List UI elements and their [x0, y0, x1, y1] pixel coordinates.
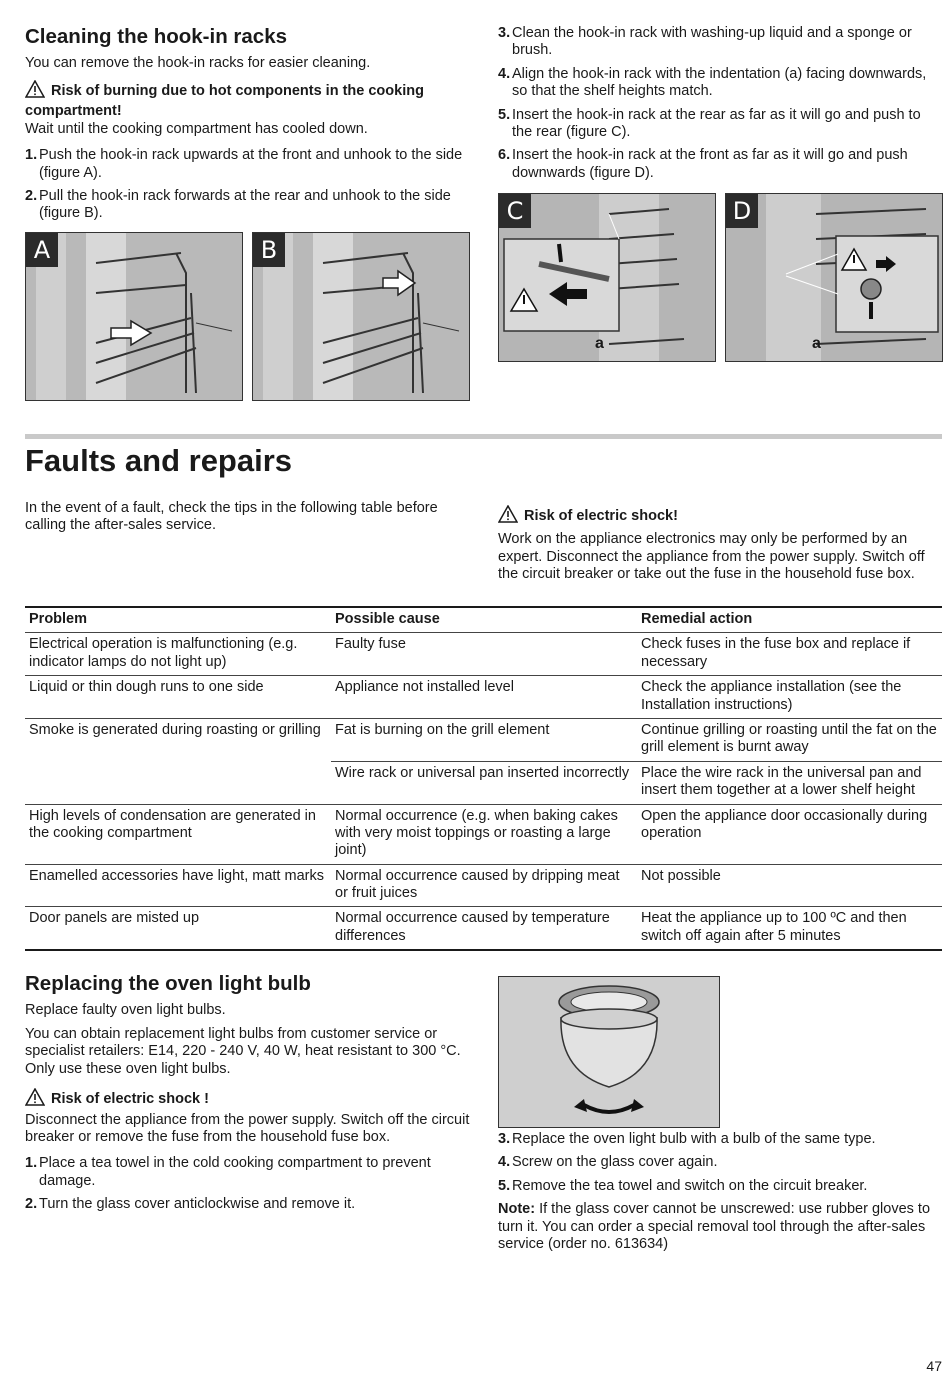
cell-cause: Wire rack or universal pan inserted incorrectly	[331, 761, 637, 804]
warning-triangle-icon	[498, 505, 518, 528]
warning-triangle-icon	[25, 1088, 45, 1111]
bulb-steps-right	[498, 1131, 942, 1195]
bulb-figure	[498, 976, 720, 1128]
header-problem: Problem	[25, 607, 331, 633]
cell-action: Check the appliance installation (see the Installation instructions)	[637, 676, 942, 719]
cell-cause: Normal occurrence (e.g. when baking cakes with very moist toppings or roasting a large joint)	[331, 804, 637, 864]
figure-letter: D	[726, 194, 758, 228]
hookin-title: Cleaning the hook-in racks	[25, 25, 287, 48]
bulb-warning-text: Disconnect the appliance from the power supply. Switch off the circuit breaker or remove the fuse from the household fuse box.	[25, 1111, 470, 1145]
rack-illustration-c	[499, 194, 715, 361]
cell-problem: Door panels are misted up	[25, 907, 331, 950]
rack-illustration-a	[26, 233, 242, 400]
cell-cause: Normal occurrence caused by temperature differences	[331, 907, 637, 950]
table-header-row	[25, 607, 942, 633]
bulb-warning	[25, 1088, 475, 1146]
list-item: 3. Replace the oven light bulb with a bulb of the same type.	[498, 1131, 876, 1147]
hookin-section-right	[498, 25, 942, 188]
cell-cause: Normal occurrence caused by dripping meat or fruit juices	[331, 864, 637, 907]
cell-action: Open the appliance door occasionally during operation	[637, 804, 942, 864]
list-item: 4. Screw on the glass cover again.	[498, 1154, 718, 1171]
table-row	[25, 907, 942, 950]
table-row	[25, 804, 942, 864]
bulb-title: Replacing the oven light bulb	[25, 972, 311, 995]
table-row	[25, 676, 942, 719]
note-label: Note:	[498, 1201, 536, 1218]
list-item: 5. Insert the hook-in rack at the rear as far as it will go and push to the rear (figure C).	[498, 106, 921, 140]
faults-warning-text: Work on the appliance electronics may only be performed by an expert. Disconnect the appliance from the power supply. Switch off the circuit breaker or take out the fuse in the household fuse box.	[498, 531, 925, 583]
cell-action: Check fuses in the fuse box and replace if necessary	[637, 633, 942, 676]
cell-problem: Liquid or thin dough runs to one side	[25, 676, 331, 719]
indentation-label: a	[595, 335, 604, 352]
section-divider	[25, 434, 942, 439]
list-item: 2. Pull the hook-in rack forwards at the rear and unhook to the side (figure B).	[25, 187, 451, 222]
hookin-warning-title: Risk of burning due to hot components in the cooking compartment!	[25, 82, 424, 120]
faults-table	[25, 606, 942, 951]
list-item: 1. Push the hook-in rack upwards at the front and unhook to the side (figure A).	[25, 147, 463, 181]
cell-cause: Appliance not installed level	[331, 676, 637, 719]
bulb-intro: Replace faulty oven light bulbs.	[25, 1001, 226, 1018]
cell-action: Not possible	[637, 864, 942, 907]
cell-action: Continue grilling or roasting until the fat on the grill element is burnt away	[637, 718, 942, 761]
rack-illustration-d	[726, 194, 942, 361]
hookin-steps-left	[25, 147, 475, 223]
page-number: 47	[926, 1358, 942, 1374]
faults-intro: In the event of a fault, check the tips in the following table before calling the after-sales service.	[25, 500, 438, 534]
bulb-warning-title: Risk of electric shock !	[51, 1091, 209, 1108]
bulb-section-left	[25, 972, 475, 1220]
figure-letter: B	[253, 233, 285, 267]
note-text: If the glass cover cannot be unscrewed: use rubber gloves to turn it. You can order a special removal tool through the after-sales service (order no. 613634)	[498, 1201, 931, 1252]
bulb-section-right	[498, 1131, 942, 1253]
faults-warning	[498, 505, 942, 584]
list-item: 4. Align the hook-in rack with the indentation (a) facing downwards, so that the shelf heights match.	[498, 65, 927, 100]
hookin-steps-right	[498, 25, 942, 182]
cell-problem: Smoke is generated during roasting or grilling	[25, 718, 331, 804]
list-item: 3. Clean the hook-in rack with washing-up liquid and a sponge or brush.	[498, 25, 912, 59]
figure-b	[252, 232, 470, 401]
warning-triangle-icon	[25, 80, 45, 103]
figure-a	[25, 232, 243, 401]
header-action: Remedial action	[637, 607, 942, 633]
cell-action: Place the wire rack in the universal pan and insert them together at a lower shelf height	[637, 761, 942, 804]
figure-d	[725, 193, 943, 362]
header-cause: Possible cause	[331, 607, 637, 633]
table-row	[25, 864, 942, 907]
hookin-warning-text: Wait until the cooking compartment has cooled down.	[25, 120, 368, 137]
table-row	[25, 718, 942, 761]
figure-letter: A	[26, 233, 58, 267]
cell-cause: Faulty fuse	[331, 633, 637, 676]
figure-c	[498, 193, 716, 362]
faults-title: Faults and repairs	[25, 443, 293, 478]
hookin-section-left	[25, 25, 475, 229]
hookin-warning	[25, 80, 475, 138]
list-item: 6. Insert the hook-in rack at the front as far as it will go and push downwards (figure D).	[498, 147, 908, 181]
cell-problem: Enamelled accessories have light, matt marks	[25, 864, 331, 907]
bulb-note	[498, 1201, 942, 1253]
cell-problem: High levels of condensation are generated in the cooking compartment	[25, 804, 331, 864]
list-item: 1. Place a tea towel in the cold cooking compartment to prevent damage.	[25, 1155, 431, 1189]
indentation-label: a	[812, 335, 821, 352]
hookin-intro: You can remove the hook-in racks for easier cleaning.	[25, 54, 371, 71]
bulb-info: You can obtain replacement light bulbs from customer service or specialist retailers: E14, 220 - 240 V, 40 W, heat resistant to 300 °C. Only use these oven light bulbs.	[25, 1025, 461, 1077]
faults-warning-title: Risk of electric shock!	[524, 508, 678, 524]
figure-letter: C	[499, 194, 531, 228]
rack-illustration-b	[253, 233, 469, 400]
list-item: 2. Turn the glass cover anticlockwise and remove it.	[25, 1196, 356, 1213]
cell-problem: Electrical operation is malfunctioning (e.g. indicator lamps do not light up)	[25, 633, 331, 676]
cell-cause: Fat is burning on the grill element	[331, 718, 637, 761]
table-row	[25, 633, 942, 676]
list-item: 5. Remove the tea towel and switch on the circuit breaker.	[498, 1177, 868, 1194]
glass-cover-illustration	[499, 977, 719, 1127]
bulb-steps-left	[25, 1155, 475, 1213]
cell-action: Heat the appliance up to 100 ºC and then switch off again after 5 minutes	[637, 907, 942, 950]
